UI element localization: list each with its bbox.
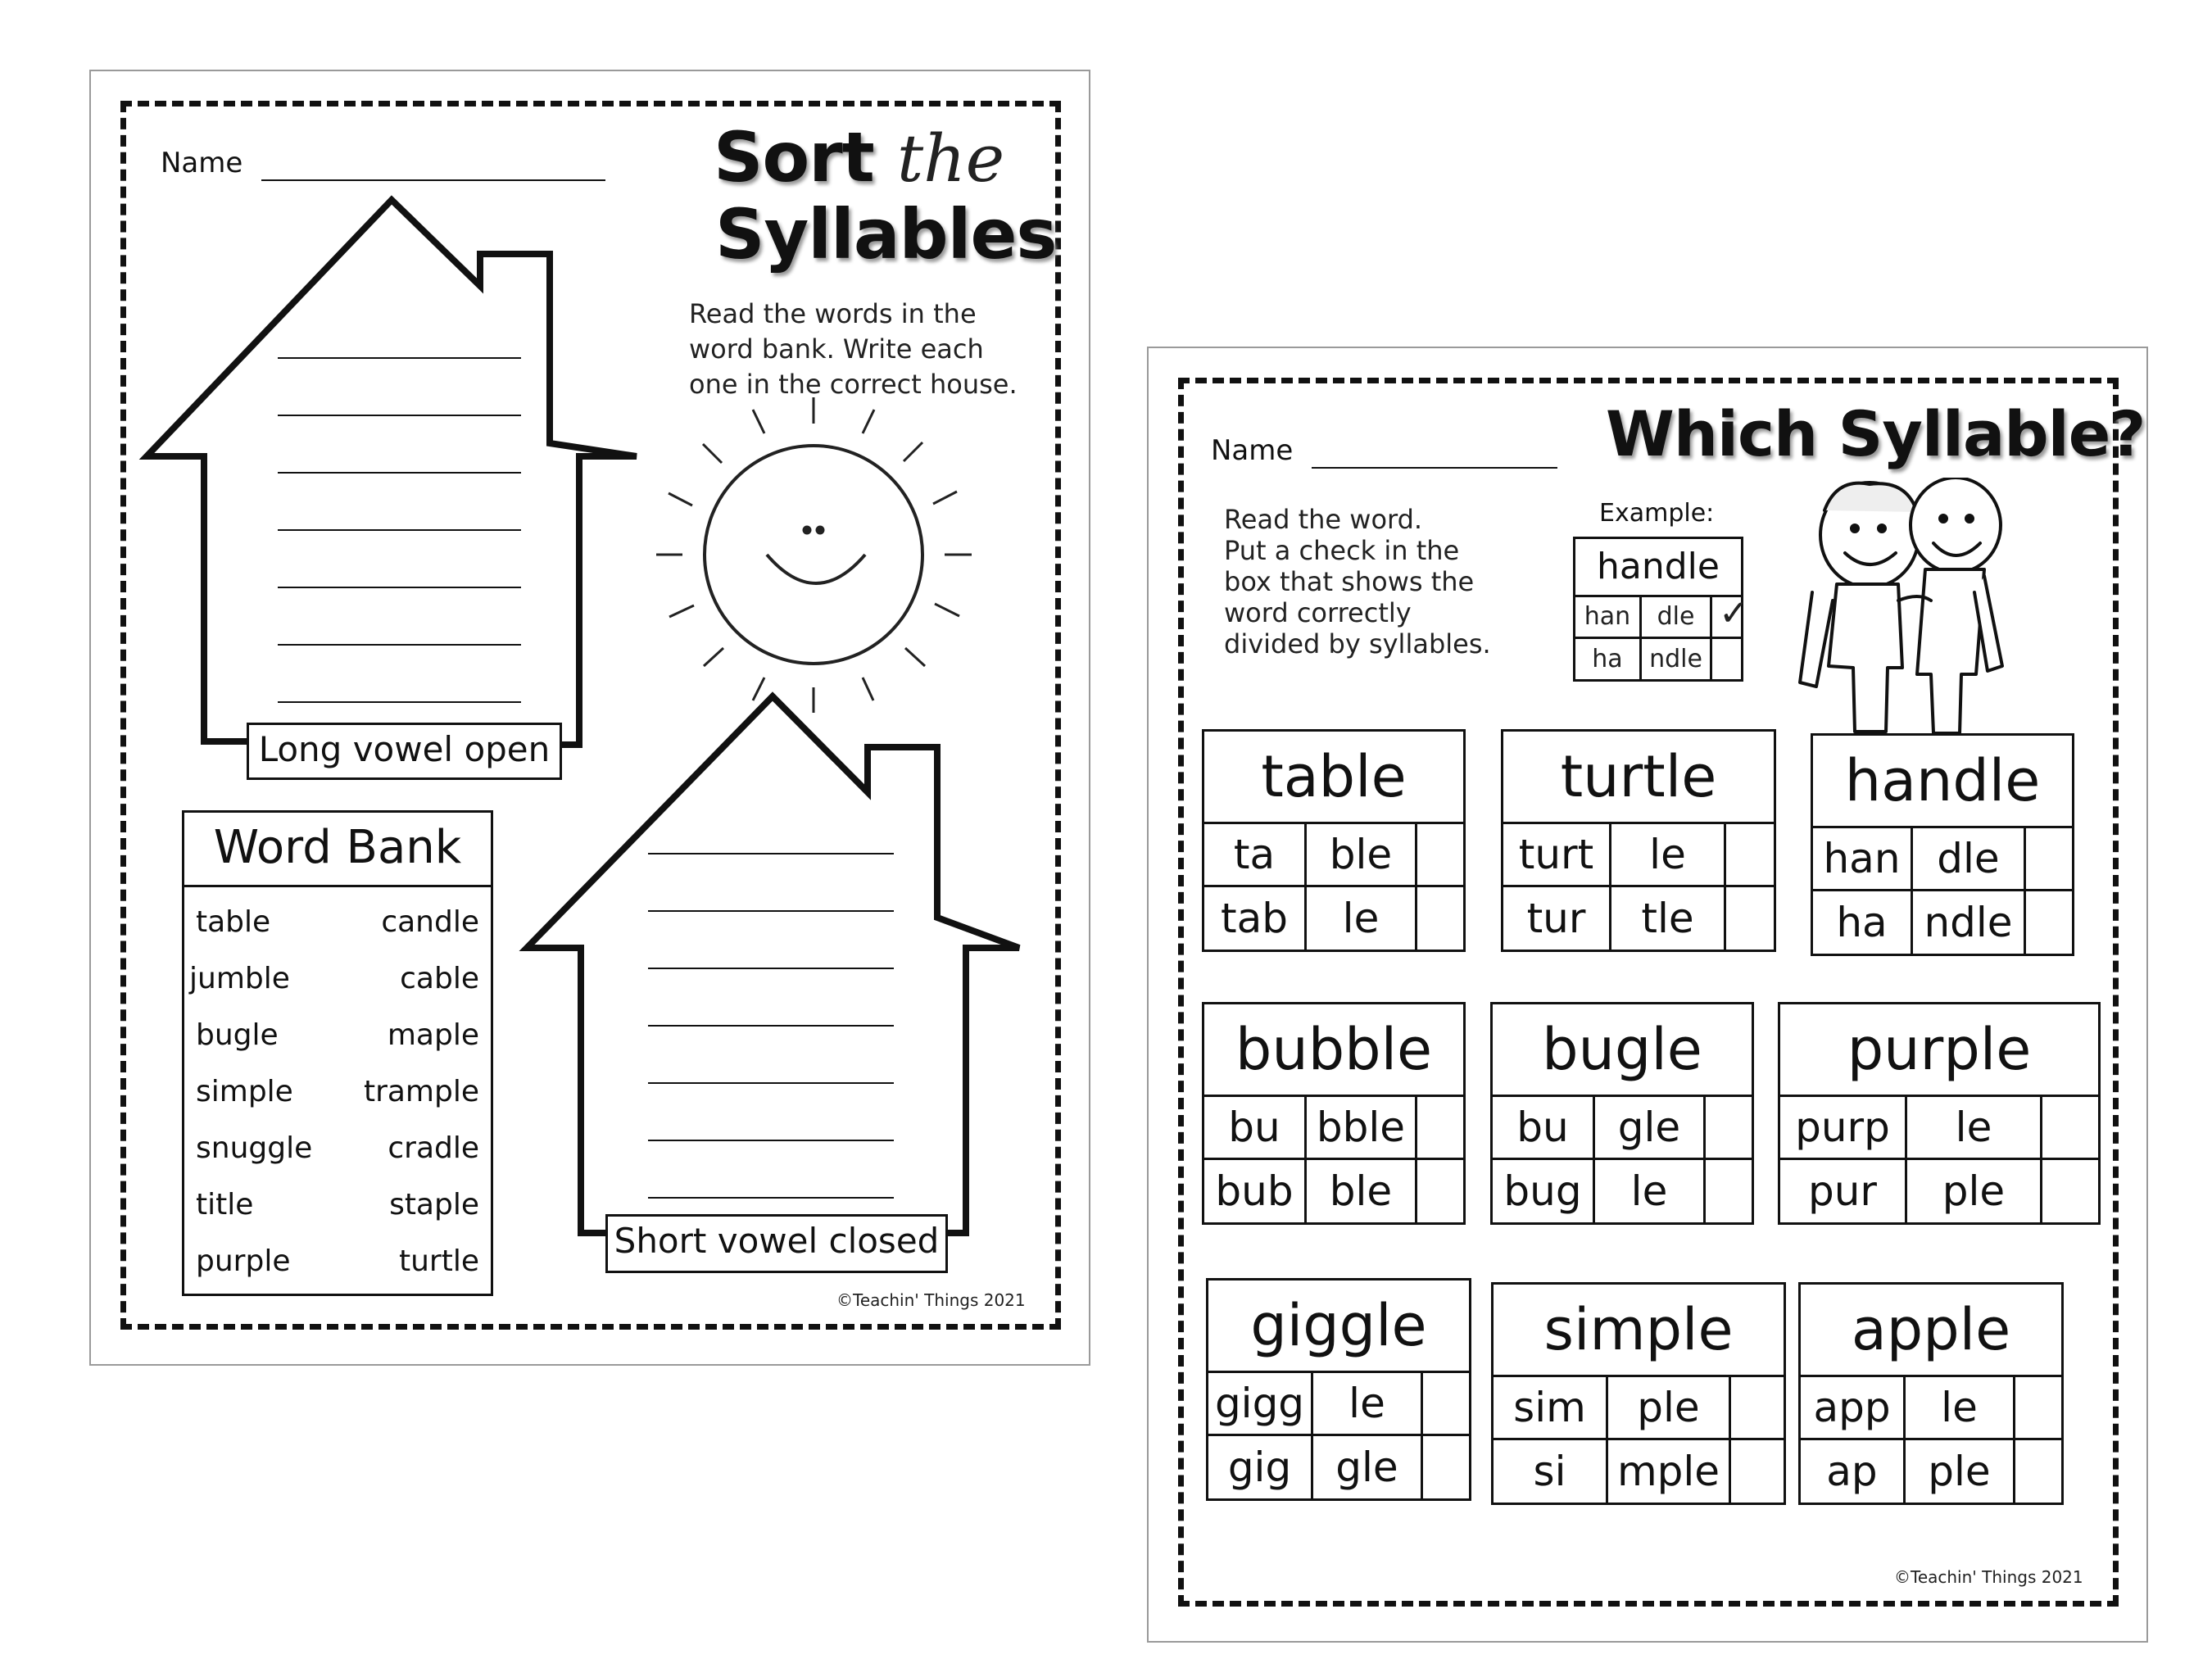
syllable-cell: turt xyxy=(1503,822,1611,887)
title-the: the xyxy=(897,120,1005,197)
card-word: handle xyxy=(1813,736,2072,828)
syllable-cell: tur xyxy=(1503,887,1611,950)
check-box[interactable] xyxy=(1417,1160,1463,1222)
syllable-card xyxy=(1202,729,1466,952)
syllable-cell: gigg xyxy=(1208,1371,1313,1436)
check-box[interactable] xyxy=(1417,822,1463,887)
long-vowel-open-label: Long vowel open xyxy=(247,723,562,780)
syllable-cell: ble xyxy=(1307,822,1417,887)
word-bank-title: Word Bank xyxy=(182,810,493,887)
word-bank-row xyxy=(196,905,479,946)
syllable-cell: le xyxy=(1307,887,1417,950)
syllable-cell: ple xyxy=(1608,1375,1731,1440)
example-option-cell: dle xyxy=(1642,595,1712,639)
word-bank-row xyxy=(196,1131,479,1172)
check-box[interactable] xyxy=(2042,1160,2098,1222)
syllable-card xyxy=(1490,1002,1754,1225)
instruction-line: Read the words in the xyxy=(689,298,977,329)
check-box[interactable] xyxy=(2026,891,2072,954)
word-bank-word: trample xyxy=(363,1075,479,1108)
card-word: bubble xyxy=(1204,1004,1463,1097)
word-bank-row xyxy=(196,1075,479,1116)
syllable-cell: ple xyxy=(1907,1160,2042,1222)
word-bank-list xyxy=(182,885,493,1296)
syllable-card xyxy=(1206,1278,1471,1501)
word-bank-word: bugle xyxy=(196,1018,279,1052)
example-box xyxy=(1573,537,1749,682)
syllable-cell: tle xyxy=(1611,887,1726,950)
long-vowel-house xyxy=(147,200,637,745)
name-line xyxy=(1312,434,1557,469)
word-bank-word: staple xyxy=(389,1188,479,1222)
syllable-cell: sim xyxy=(1494,1375,1608,1440)
left-worksheet xyxy=(89,70,1090,1366)
check-box[interactable] xyxy=(1706,1160,1752,1222)
syllable-cell: purp xyxy=(1780,1095,1907,1160)
syllable-cell: gig xyxy=(1208,1436,1313,1498)
syllable-cell: le xyxy=(1907,1095,2042,1160)
card-word: simple xyxy=(1494,1285,1784,1377)
syllable-cell: ta xyxy=(1204,822,1307,887)
example-label: Example: xyxy=(1599,499,1715,528)
syllable-card xyxy=(1501,729,1776,952)
title-sort: Sort xyxy=(714,117,874,197)
example-option-cell: ha xyxy=(1575,639,1642,679)
check-box[interactable] xyxy=(1731,1375,1784,1440)
syllable-card xyxy=(1202,1002,1466,1225)
syllable-cell: le xyxy=(1595,1160,1706,1222)
syllable-cell: bble xyxy=(1307,1095,1417,1160)
word-bank-word: cradle xyxy=(388,1131,479,1165)
syllable-cell: gle xyxy=(1595,1095,1706,1160)
syllable-cell: bug xyxy=(1493,1160,1595,1222)
example-option-cell: ndle xyxy=(1642,639,1712,679)
syllable-cell: pur xyxy=(1780,1160,1907,1222)
syllable-card xyxy=(1491,1282,1786,1505)
syllable-cell: han xyxy=(1813,826,1913,891)
check-box[interactable] xyxy=(2026,826,2072,891)
syllable-cell: dle xyxy=(1913,826,2026,891)
sheet-title: Which Syllable? xyxy=(1606,397,2146,470)
syllable-cell: gle xyxy=(1313,1436,1423,1498)
syllable-card xyxy=(1778,1002,2101,1225)
instruction-line: Put a check in the xyxy=(1224,535,1460,566)
syllable-cell: app xyxy=(1801,1375,1906,1440)
word-bank-word: title xyxy=(196,1188,254,1222)
check-mark-icon: ✓ xyxy=(1719,592,1749,634)
syllable-cell: mple xyxy=(1608,1440,1731,1503)
check-box[interactable] xyxy=(2015,1375,2061,1440)
check-box[interactable] xyxy=(2015,1440,2061,1503)
syllable-cell: bu xyxy=(1204,1095,1307,1160)
example-check-box xyxy=(1712,592,1749,639)
syllable-cell: si xyxy=(1494,1440,1608,1503)
card-word: turtle xyxy=(1503,732,1774,824)
instruction-line: word bank. Write each xyxy=(689,333,984,365)
word-bank-row xyxy=(196,1244,479,1285)
word-bank-word: cable xyxy=(400,962,479,995)
name-label: Name xyxy=(161,147,243,179)
short-vowel-closed-label: Short vowel closed xyxy=(605,1214,948,1273)
syllable-cell: tab xyxy=(1204,887,1307,950)
card-word: apple xyxy=(1801,1285,2061,1377)
name-label: Name xyxy=(1211,434,1294,467)
instruction-line: box that shows the xyxy=(1224,566,1475,597)
check-box[interactable] xyxy=(1726,887,1774,950)
name-field[interactable] xyxy=(1211,434,1557,469)
syllable-cell: ble xyxy=(1307,1160,1417,1222)
word-bank-word: turtle xyxy=(399,1244,479,1278)
check-box[interactable] xyxy=(1423,1371,1469,1436)
instruction-line: Read the word. xyxy=(1224,504,1423,535)
check-box[interactable] xyxy=(1417,1095,1463,1160)
title-syllables: Syllables xyxy=(715,194,1057,274)
syllable-cell: ha xyxy=(1813,891,1913,954)
syllable-card xyxy=(1798,1282,2064,1505)
credit-text: ©Teachin' Things 2021 xyxy=(836,1290,1026,1310)
syllable-cell: ndle xyxy=(1913,891,2026,954)
check-box[interactable] xyxy=(1417,887,1463,950)
check-box[interactable] xyxy=(1423,1436,1469,1498)
credit-text: ©Teachin' Things 2021 xyxy=(1894,1567,2083,1587)
syllable-cell: le xyxy=(1611,822,1726,887)
syllable-cell: ap xyxy=(1801,1440,1906,1503)
syllable-cell: le xyxy=(1906,1375,2015,1440)
word-bank-word: jumble xyxy=(189,962,290,995)
word-bank-word: candle xyxy=(381,905,479,939)
check-box[interactable] xyxy=(2042,1095,2098,1160)
word-bank-word: simple xyxy=(196,1075,293,1108)
syllable-cell: bu xyxy=(1493,1095,1595,1160)
card-word: giggle xyxy=(1208,1281,1469,1373)
check-box[interactable] xyxy=(1731,1440,1784,1503)
syllable-card xyxy=(1811,733,2074,956)
example-word: handle xyxy=(1575,539,1741,597)
instruction-line: one in the correct house. xyxy=(689,369,1018,400)
syllable-cell: le xyxy=(1313,1371,1423,1436)
example-check-box xyxy=(1712,639,1741,679)
word-bank-word: maple xyxy=(387,1018,479,1052)
check-box[interactable] xyxy=(1706,1095,1752,1160)
card-word: table xyxy=(1204,732,1463,824)
instruction-line: word correctly xyxy=(1224,597,1412,628)
check-box[interactable] xyxy=(1726,822,1774,887)
word-bank-row xyxy=(196,1018,479,1059)
right-worksheet xyxy=(1147,347,2148,1643)
card-word: purple xyxy=(1780,1004,2098,1097)
instructions xyxy=(1224,504,1535,660)
card-word: bugle xyxy=(1493,1004,1752,1097)
word-bank-word: purple xyxy=(196,1244,291,1278)
syllable-cell: bub xyxy=(1204,1160,1307,1222)
word-bank-word: table xyxy=(196,905,271,939)
kids-illustration xyxy=(1788,478,2050,748)
syllable-cell: ple xyxy=(1906,1440,2015,1503)
instruction-line: divided by syllables. xyxy=(1224,628,1491,660)
word-bank-row xyxy=(196,1188,479,1229)
example-option-cell: han xyxy=(1575,595,1642,639)
word-bank-row xyxy=(189,962,479,1003)
short-vowel-house xyxy=(527,696,1019,1233)
sun-icon xyxy=(656,397,972,713)
word-bank-word: snuggle xyxy=(196,1131,313,1165)
